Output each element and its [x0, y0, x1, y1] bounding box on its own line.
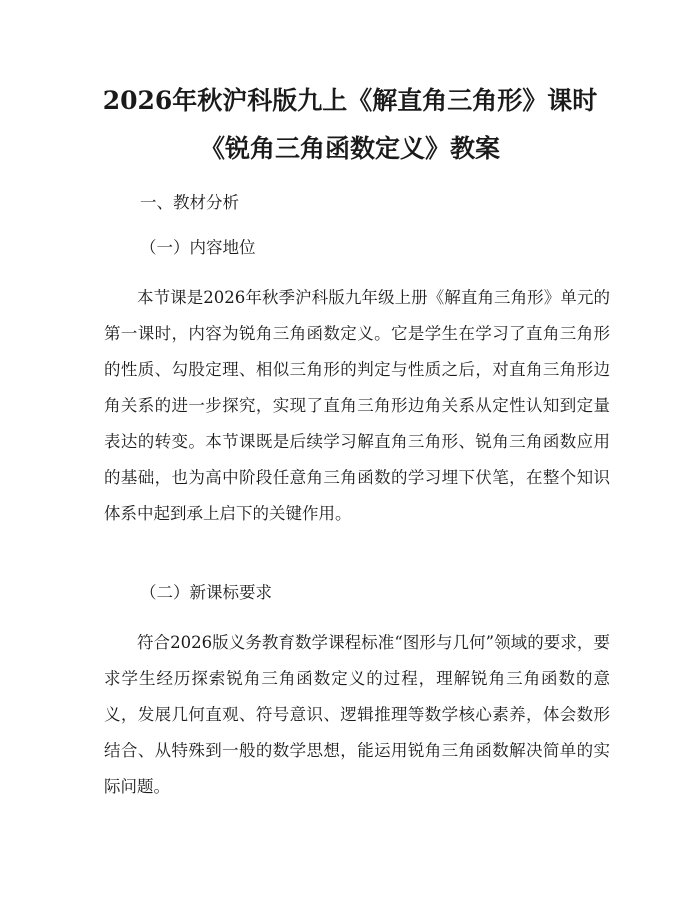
paragraph-curriculum-requirements: 符合2026版义务教育数学课程标准“图形与几何”领域的要求，要求学生经历探索锐角三角函数定义的过程，理解锐角三角函数的意义，发展几何直观、符号意识、逻辑推理等数学核心素养，体会数形结合、从特殊到一般的数学思想，能运用锐角三角函数解决简单的实际问题。 [104, 633, 610, 796]
subsection-heading-content-position: （一）内容地位 [140, 238, 256, 257]
subsection-heading-curriculum-requirements: （二）新课标要求 [140, 583, 272, 602]
section-heading-textbook-analysis: 一、教材分析 [140, 193, 239, 212]
paragraph-content-position: 本节课是2026年秋季沪科版九年级上册《解直角三角形》单元的第一课时，内容为锐角三角函数定义。它是学生在学习了直角三角形的性质、勾股定理、相似三角形的判定与性质之后，对直角三角形边角关系的进一步探究，实现了直角三角形边角关系从定性认知到定量表达的转变。本节课既是后续学习解直角三角形、锐角三角函数应用的基础，也为高中阶段任意角三角函数的学习埋下伏笔，在整个知识体系中起到承上启下的关键作用。 [104, 288, 610, 523]
document-title-line-1: 2026年秋沪科版九上《解直角三角形》课时 [102, 86, 598, 115]
document-title-line-2: 《锐角三角函数定义》教案 [199, 134, 500, 163]
